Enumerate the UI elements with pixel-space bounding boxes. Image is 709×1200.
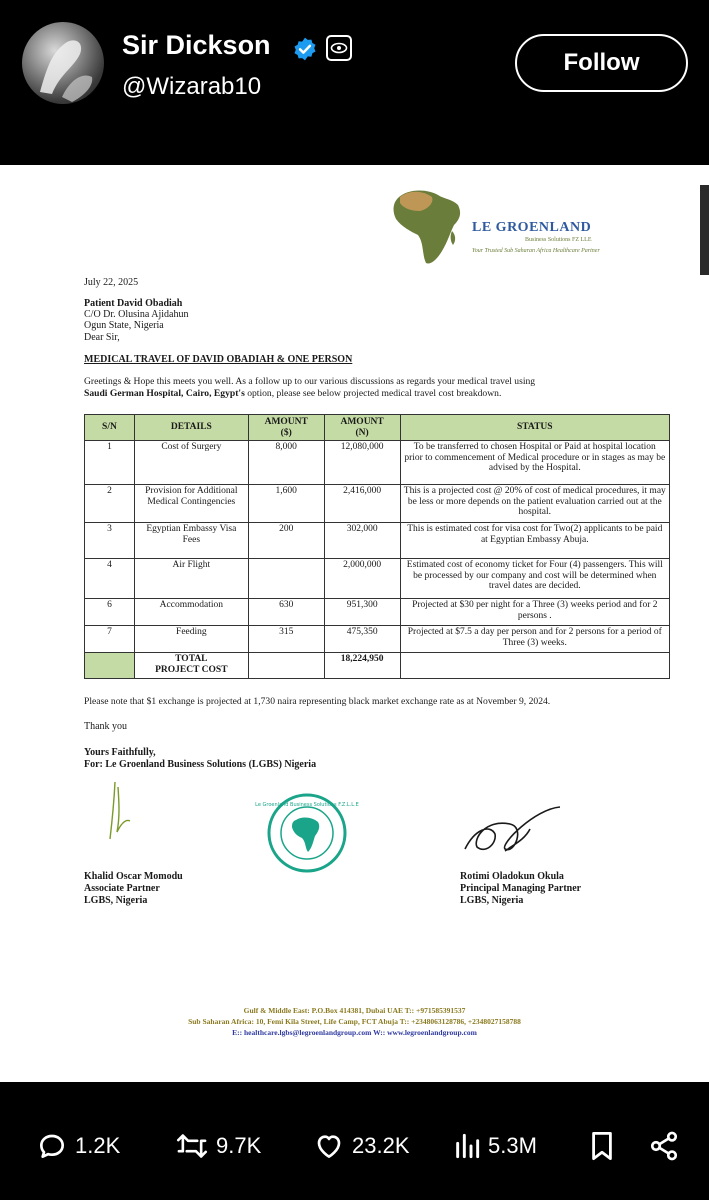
cell-usd: 630 [248, 599, 324, 626]
header-amount-ngn [324, 415, 400, 441]
letter-date: July 22, 2025 [84, 277, 139, 288]
header-ngn-unit: (N) [355, 427, 369, 438]
cell-details: Accommodation [134, 599, 248, 626]
cell-details: Provision for Additional Medical Contingencies [134, 485, 248, 523]
signatory-left-org: LGBS, Nigeria [84, 895, 148, 906]
cell-usd: 200 [248, 523, 324, 559]
views-count: 5.3M [488, 1133, 537, 1158]
cell-details: Cost of Surgery [134, 441, 248, 485]
like-button[interactable] [313, 1126, 410, 1166]
cell-details: Egyptian Embassy Visa Fees [134, 523, 248, 559]
repost-button[interactable] [175, 1126, 261, 1166]
cell-ngn: 302,000 [324, 523, 400, 559]
table-row [85, 559, 670, 599]
post-header [0, 0, 709, 165]
post-image-document[interactable] [0, 165, 709, 1082]
cell-status: To be transferred to chosen Hospital or Paid at hospital location prior to commencement of Medical procedure or in stages as may be advised by the Hospital. [400, 441, 669, 485]
cell-status: Estimated cost of economy ticket for Four (4) passengers. This will be processed by our company and cost will be determined when travel dates are decided. [400, 559, 669, 599]
cell-details: Air Flight [134, 559, 248, 599]
reply-button[interactable] [36, 1126, 120, 1166]
cell-usd: 1,600 [248, 485, 324, 523]
share-button[interactable] [648, 1126, 687, 1166]
affiliate-badge-icon[interactable] [326, 35, 352, 61]
avatar[interactable] [22, 22, 104, 104]
like-count: 23.2K [352, 1133, 410, 1158]
company-logo-name: LE GROENLAND [472, 220, 592, 235]
display-name[interactable]: Sir Dickson [122, 30, 271, 60]
footer-line-2 [0, 1017, 709, 1027]
table-row [85, 599, 670, 626]
total-label-2: PROJECT COST [155, 664, 228, 675]
cell-total-label [134, 653, 248, 679]
cell-sn: 3 [85, 523, 135, 559]
recipient-name: Patient David Obadiah [84, 298, 183, 309]
africa-logo-icon [388, 183, 470, 268]
cell-status: Projected at $7.5 a day per person and for 2 persons for a period of Three (3) weeks. [400, 626, 669, 653]
header-sn: S/N [85, 415, 135, 441]
cell-ngn: 12,080,000 [324, 441, 400, 485]
company-logo-sub: Business Solutions FZ LLE [525, 237, 592, 243]
signature-left [100, 777, 140, 847]
signatory-right-title: Principal Managing Partner [460, 883, 582, 894]
company-tagline: Your Trusted Sub Saharan Africa Healthcare Partner [472, 248, 600, 254]
cell-ngn: 951,300 [324, 599, 400, 626]
follow-button[interactable]: Follow [515, 34, 688, 92]
cell-ngn: 2,416,000 [324, 485, 400, 523]
bookmark-icon [588, 1129, 616, 1163]
cell-sn: 6 [85, 599, 135, 626]
intro-line-1: Greetings & Hope this meets you well. As a follow up to our various discussions as regards your medical travel using [84, 376, 536, 387]
company-seal-stamp [255, 792, 359, 874]
total-label-1: TOTAL [175, 654, 208, 664]
signatory-right-name: Rotimi Oladokun Okula [460, 871, 564, 882]
cost-table [84, 414, 670, 679]
cell-total-ngn: 18,224,950 [324, 653, 400, 679]
cell-sn: 1 [85, 441, 135, 485]
bookmark-button[interactable] [588, 1126, 623, 1166]
cell-details: Feeding [134, 626, 248, 653]
header-details: DETAILS [134, 415, 248, 441]
footer-gulf: Gulf & Middle East: P.O.Box 414381, Dubai UAE T:: +971585391537 [243, 1006, 466, 1015]
signature-right [455, 799, 575, 874]
cell-total-blank [85, 653, 135, 679]
closing-for: For: Le Groenland Business Solutions (LGBS) Nigeria [84, 759, 317, 770]
recipient-line-3: Ogun State, Nigeria [84, 320, 164, 331]
post-action-bar [0, 1082, 709, 1200]
table-row [85, 441, 670, 485]
footer-line-3 [0, 1028, 709, 1038]
cell-sn: 4 [85, 559, 135, 599]
header-ngn-label: AMOUNT [340, 417, 384, 427]
intro-rest: option, please see below projected medical travel cost breakdown. [244, 388, 502, 399]
exchange-note: Please note that $1 exchange is projected at 1,730 naira representing black market exchange rate as at November 9, 2024. [84, 696, 551, 707]
closing: Yours Faithfully, [84, 747, 156, 758]
seal-text: Le Groenland Business Solutions F.Z.L.L.E [255, 802, 359, 808]
header-usd-unit: ($) [280, 427, 292, 438]
verified-badge-icon[interactable] [292, 36, 318, 62]
intro-line-2 [84, 388, 501, 399]
table-row [85, 523, 670, 559]
repost-icon [175, 1130, 209, 1162]
share-icon [648, 1130, 680, 1162]
cell-status: This is a projected cost @ 20% of cost of medical procedures, it may be less or more depends on the patient evaluation carried out at the hospital. [400, 485, 669, 523]
salutation: Dear Sir, [84, 332, 120, 343]
footer-line-1 [0, 1006, 709, 1016]
cell-usd [248, 559, 324, 599]
cell-sn: 2 [85, 485, 135, 523]
user-handle[interactable]: @Wizarab10 [122, 73, 262, 100]
cell-usd: 315 [248, 626, 324, 653]
cell-status: This is estimated cost for visa cost for Two(2) applicants to be paid at Egyptian Embassy Abuja. [400, 523, 669, 559]
heart-icon [313, 1130, 345, 1162]
views-button[interactable] [453, 1126, 537, 1166]
recipient-line-2: C/O Dr. Olusina Ajidahun [84, 309, 189, 320]
thank-you: Thank you [84, 721, 128, 732]
cell-total-status [400, 653, 669, 679]
signatory-left-name: Khalid Oscar Momodu [84, 871, 183, 882]
cell-sn: 7 [85, 626, 135, 653]
table-row [85, 626, 670, 653]
repost-count: 9.7K [216, 1133, 262, 1158]
footer-contact: E:: healthcare.lgbs@legroenlandgroup.com W:: www.legroenlandgroup.com [232, 1028, 477, 1037]
cell-usd: 8,000 [248, 441, 324, 485]
reply-icon [36, 1130, 68, 1162]
table-header-row [85, 415, 670, 441]
table-row [85, 485, 670, 523]
views-chart-icon [453, 1130, 481, 1162]
cell-ngn: 475,350 [324, 626, 400, 653]
header-amount-usd [248, 415, 324, 441]
signatory-right-org: LGBS, Nigeria [460, 895, 524, 906]
signatory-left-title: Associate Partner [84, 883, 160, 894]
scan-edge-mark [700, 185, 709, 275]
header-status: STATUS [400, 415, 669, 441]
intro-hospital: Saudi German Hospital, Cairo, Egypt's [84, 388, 245, 399]
cell-status: Projected at $30 per night for a Three (3) weeks period and for 2 persons . [400, 599, 669, 626]
cell-ngn: 2,000,000 [324, 559, 400, 599]
header-usd-label: AMOUNT [264, 417, 308, 427]
table-total-row [85, 653, 670, 679]
footer-africa: Sub Saharan Africa: 10, Femi Kila Street, Life Camp, FCT Abuja T:: +2348063128786, +2348027158788 [188, 1017, 521, 1026]
cell-total-usd [248, 653, 324, 679]
letter-subject: MEDICAL TRAVEL OF DAVID OBADIAH & ONE PERSON [84, 354, 353, 365]
reply-count: 1.2K [75, 1133, 121, 1158]
